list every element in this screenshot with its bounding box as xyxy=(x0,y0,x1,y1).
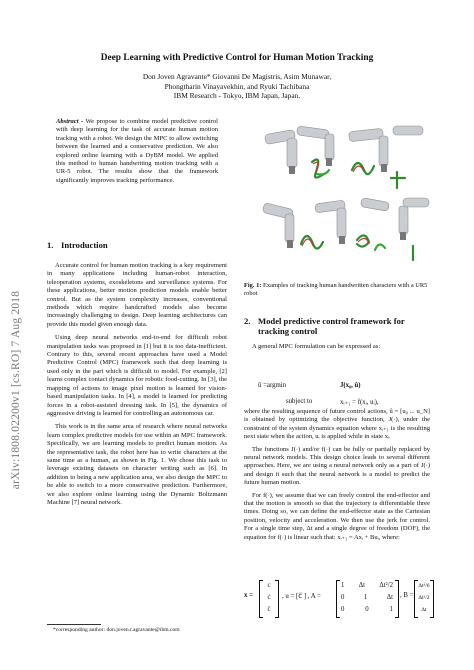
eq-cost: J(x₀, û) xyxy=(340,382,361,389)
section-1-number: 1. xyxy=(47,240,54,250)
abstract-label: Abstract - xyxy=(56,118,84,125)
section-1-title: Introduction xyxy=(61,240,108,250)
matrix-u-label: , u = [c⃛ ] , A = xyxy=(282,593,321,600)
matrix-B-entry: Δt xyxy=(421,607,427,613)
authors-line-1: Don Joven Agravante* Giovanni De Magistris, Asim Munawar, xyxy=(142,72,332,81)
matrix-A-entry: 0 xyxy=(365,606,369,613)
section-1-heading xyxy=(47,240,108,250)
figure-caption-text: Examples of tracking human handwritten characters with a UR5 robot xyxy=(244,282,428,298)
section-2-title: Model predictive control framework for tracking control xyxy=(258,316,405,337)
intro-body xyxy=(47,262,227,507)
figure-1-robot-handwriting xyxy=(257,122,433,272)
matrix-B-entry: Δt²/2 xyxy=(418,595,430,601)
section-2-paragraph: where the resulting sequence of future control actions, û = [u₀ ... u_N] is obtained by optimizing the objective function, J(·), under the constraint of the system dynamics equation where xᵢ₊₁ is the resulting next state when the action, uᵢ is applied while in state xᵢ. xyxy=(244,408,430,441)
footnote-rule xyxy=(47,624,101,625)
matrix-A-entry: 1 xyxy=(389,606,393,613)
matrix-A-entry: 0 xyxy=(341,594,345,601)
section-2-body xyxy=(244,408,430,542)
section-2-heading xyxy=(244,316,430,337)
matrix-x-label: x = xyxy=(244,592,253,599)
eq-dynamics: xᵢ₊₁ = f(xᵢ, uᵢ), xyxy=(340,399,379,406)
section-2-number: 2. xyxy=(244,316,251,326)
matrix-A-entry: Δt²/2 xyxy=(379,582,393,589)
matrix-x-entry: c xyxy=(267,582,271,589)
section-2-paragraph: For f(·), we assume that we can freely control the end-effector and that the motion is smooth so that the trajectory is differentiable three times. Doing so, we can define the end-effector state as the Cartesian position, velocity and acceleration. We then use the jerk for control. For a single time step, Δt and a single degree of freedom (DOF), the equation for f(·) is linear such that: xᵢ₊₁ = Axᵢ + Buᵢ, where: xyxy=(244,491,430,541)
paper-title: Deep Learning with Predictive Control for Human Motion Tracking xyxy=(100,53,374,63)
figure-1-image xyxy=(257,122,433,272)
section-2-intro-text: A general MPC formulation can be expressed as: xyxy=(252,343,381,350)
abstract xyxy=(56,118,218,185)
matrix-A-entry: 1 xyxy=(363,594,368,601)
author-block xyxy=(0,72,474,101)
authors-line-2: Phongtharin Vinayavekhin, and Ryuki Tachibana xyxy=(164,81,310,91)
matrix-x-entry: c̈ xyxy=(267,606,271,613)
figure-1-caption xyxy=(244,282,430,298)
section-2-paragraph: The functions J(·) and/or f(·) can be fully or partially replaced by neural network models. This design choice leads to several different approaches. Here, we are using a neural network only as a part of J(·) and design it such that the neural network is a model to predict the future human motion. xyxy=(244,445,430,487)
matrix-B-entry: Δt³/6 xyxy=(418,583,430,589)
arxiv-id: arXiv:1808.02200v1 [cs.RO] 7 Aug 2018 xyxy=(10,290,22,490)
section-2-intro xyxy=(244,343,430,351)
matrix-A-entry: 1 xyxy=(341,582,345,589)
matrix-x xyxy=(264,580,274,616)
intro-paragraph: Accurate control for human motion tracking is a key requirement in many applications including human-robot interaction, teleoperation systems, exoskeletons and surveillance systems. For these applications, better motion prediction models enable better control. But as the system complexity increases, conventional methods which require handcrafted models also become increasingly challenging to design. Deep learning architectures can provide this model given enough data. xyxy=(47,262,227,328)
matrix-B-label: , B = xyxy=(400,592,414,599)
arxiv-sidebar xyxy=(6,190,26,590)
eq-argmin: û =argmin xyxy=(258,382,287,389)
matrix-x-entry: ċ xyxy=(267,594,271,601)
figure-caption-label: Fig. 1: xyxy=(244,282,262,289)
matrix-B xyxy=(417,580,431,616)
intro-paragraph: This work is in the same area of research where neural networks learn complex predictive models for use within an MPC framework. Specifically, we are learning models to predict human motion. As the representative task, the robot here has to write characters at the same time as a human, as shown in Fig. 1. We chose this task to leverage existing datasets on character writing such as [6]. In addition to being a new application area, we also design the MPC to be able to switch to a more conservative prediction. Furthermore, we also explore online learning using the Dynamic Boltzmann Machine [7] neural network. xyxy=(47,423,227,506)
abstract-text: We propose to combine model predictive control with deep learning for the task of accurate human motion tracking with a robot. We design the MPC to allow switching between the learned and a conservative prediction. We also explored online learning with a DyBM model. We applied this method to human handwriting motion tracking with a UR-5 robot. The results show that the framework significantly improves tracking performance. xyxy=(56,118,218,184)
eq-subject-to: subject to xyxy=(286,398,313,405)
matrix-A-entry: Δt xyxy=(386,594,393,601)
affiliation: IBM Research - Tokyo, IBM Japan, Japan. xyxy=(173,91,301,101)
intro-paragraph: Using deep neural networks end-to-end for difficult robot manipulation tasks was proposed in [1] but it is too data-inefficient. Contrary to this, several recent approaches have used a Model Predictive Control (MPC) framework such that deep learning is used only in the part which is difficult to model. For example, [2] learns complex contact dynamics for robotic food-cutting. In [3], the mapping of actions to image pixel motion is learned for vision-based manipulation tasks. In [4], a model is learned for predicting forces in a robot-assisted dressing task. In [5], the dynamics of aggressive driving is learned for controlling an autonomous car. xyxy=(47,334,227,417)
state-space-matrices xyxy=(244,578,434,620)
matrix-A-entry: 0 xyxy=(341,606,345,613)
footnote: *corresponding author: don.joven.r.agravante@ibm.com xyxy=(53,627,180,633)
matrix-A xyxy=(341,580,393,616)
matrix-A-entry: Δt xyxy=(358,582,366,589)
